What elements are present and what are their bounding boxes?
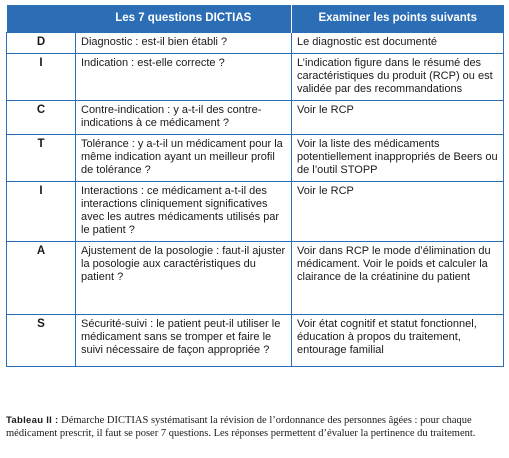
row-question: Diagnostic : est-il bien établi ? (76, 33, 292, 54)
table-row (7, 242, 504, 315)
row-points: L’indication figure dans le résumé des caractéristiques du produit (RCP) ou est validée par des recommandations (292, 54, 504, 101)
row-letter: I (7, 54, 76, 101)
row-letter: S (7, 315, 76, 367)
table-row (7, 101, 504, 135)
table-row (7, 315, 504, 367)
row-points: Voir la liste des médicaments potentiellement inappropriés de Beers ou de l’outil STOPP (292, 135, 504, 182)
row-question: Interactions : ce médicament a-t-il des interactions cliniquement significatives avec les autres médicaments utilisés par le patient ? (76, 182, 292, 242)
dictias-table (6, 5, 504, 367)
row-letter: C (7, 101, 76, 135)
row-question: Contre-indication : y a-t-il des contre-indications à ce médicament ? (76, 101, 292, 135)
caption-label: Tableau II : (6, 415, 59, 426)
table-caption (6, 414, 504, 440)
row-question: Tolérance : y a-t-il un médicament pour la même indication ayant un meilleur profil de tolérance ? (76, 135, 292, 182)
row-letter: A (7, 242, 76, 315)
table-row (7, 182, 504, 242)
header-letter (7, 5, 76, 33)
row-points: Voir dans RCP le mode d’élimination du médicament. Voir le poids et calculer la clairance de la créatinine du patient (292, 242, 504, 315)
row-letter: D (7, 33, 76, 54)
row-question: Ajustement de la posologie : faut-il ajuster la posologie aux caractéristiques du patient ? (76, 242, 292, 315)
row-question: Indication : est-elle correcte ? (76, 54, 292, 101)
table-header-row (7, 5, 504, 33)
row-letter: T (7, 135, 76, 182)
header-questions: Les 7 questions DICTIAS (76, 5, 292, 33)
row-points: Voir le RCP (292, 101, 504, 135)
row-points: Le diagnostic est documenté (292, 33, 504, 54)
row-points: Voir le RCP (292, 182, 504, 242)
row-letter: I (7, 182, 76, 242)
table-row (7, 33, 504, 54)
table-row (7, 135, 504, 182)
table-row (7, 54, 504, 101)
caption-text: Démarche DICTIAS systématisant la révision de l’ordonnance des personnes âgées : pour chaque médicament prescrit, il faut se poser 7 questions. Les réponses permettent d’évaluer la pertinence du traitement. (6, 415, 476, 439)
header-points: Examiner les points suivants (292, 5, 504, 33)
row-points: Voir état cognitif et statut fonctionnel, éducation à propos du traitement, entourage familial (292, 315, 504, 367)
row-question: Sécurité-suivi : le patient peut-il utiliser le médicament sans se tromper et faire le suivi nécessaire de façon appropriée ? (76, 315, 292, 367)
